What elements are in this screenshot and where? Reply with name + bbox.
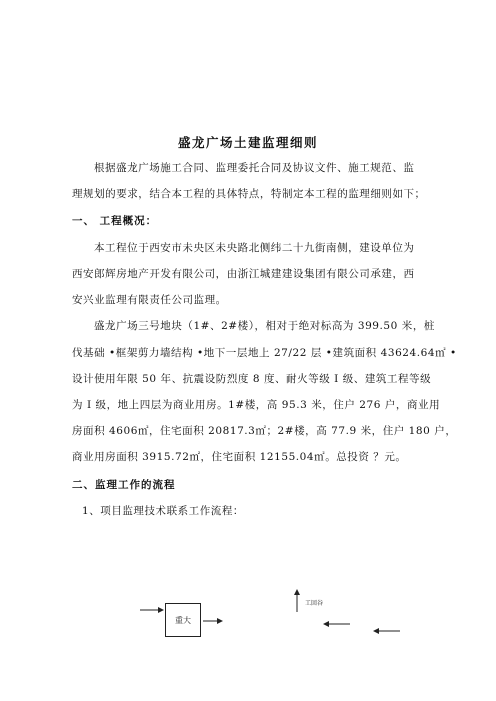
flow-box-label: 重大 [175, 615, 191, 625]
paragraph-line: 商业用房面积 3915.72㎡，住宅面积 12155.04㎡。总投资 ？元。 [72, 451, 407, 463]
paragraph-line: 为 I 级，地上四层为商业用房。1#楼，高 95.3 米，住户 276 户，商业用 [72, 399, 441, 411]
subsection-heading: 1、项目监理技术联系工作流程： [82, 505, 244, 517]
flow-box-major [165, 603, 201, 637]
section-heading: 一、 工程概况： [72, 215, 158, 227]
flow-small-label: 工回谷 [305, 600, 324, 607]
paragraph-line: 设计使用年限 50 年、抗震设防烈度 8 度、耐火等级 I 级、建筑工程等级 [72, 373, 432, 385]
paragraph-line: 本工程位于西安市未央区未央路北侧纬二十九街南侧，建设单位为 [94, 242, 415, 254]
paragraph-line: 西安郎辉房地产开发有限公司，由浙江城建建设集团有限公司承建，西 [72, 268, 415, 280]
paragraph-line: 根据盛龙广场施工合同、监理委托合同及协议文件、施工规范、监 [94, 162, 415, 174]
paragraph-line: 伐基础 •框架剪力墙结构 •地下一层地上 27/22 层 •建筑面积 43624.64㎡ • [72, 347, 457, 359]
section-heading: 二、监理工作的流程 [72, 479, 176, 491]
paragraph-line: 安兴业监理有限责任公司监理。 [72, 294, 227, 306]
paragraph-line: 盛龙广场三号地块（1#、2#楼），相对于绝对标高为 399.50 米，桩 [94, 320, 435, 332]
paragraph-line: 房面积 4606㎡，住宅面积 20817.3㎡；2#楼，高 77.9 米，住户 180 户， [72, 425, 457, 437]
paragraph-line: 理规划的要求，结合本工程的具体特点，特制定本工程的监理细则如下； [72, 188, 426, 200]
document-title: 盛龙广场土建监理细则 [177, 135, 318, 150]
